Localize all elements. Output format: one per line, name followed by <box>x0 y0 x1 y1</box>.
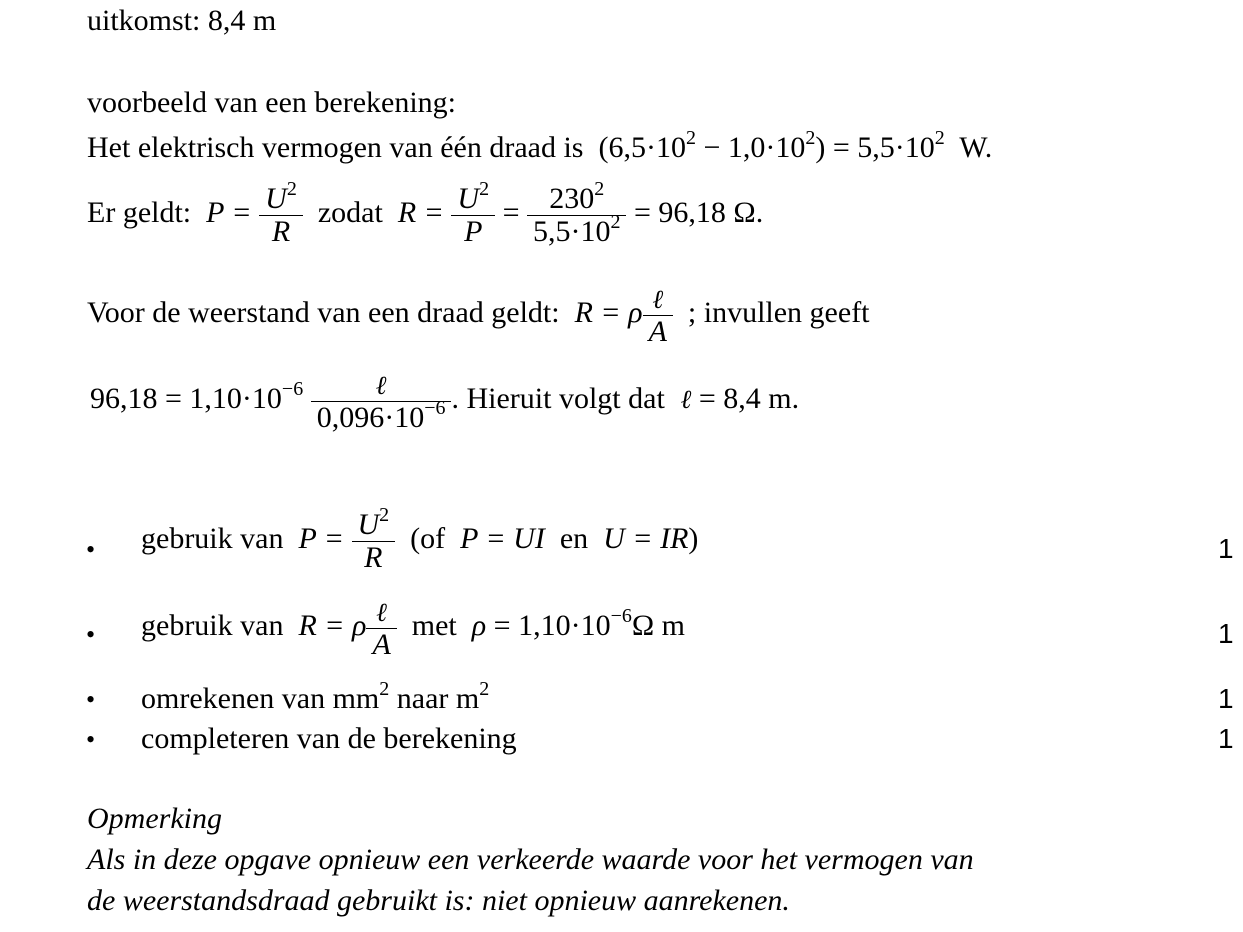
length-suffix: . Hieruit volgt dat <box>451 381 665 415</box>
power-expression: $(6,5\cdot 10^2 - 1,0\cdot 10^2) = 5,5\cdot 10^2$ <box>590 127 945 164</box>
rho-value: = $1,10\cdot 10^{-6}$ <box>493 604 632 642</box>
wire-resistance-suffix: ; invullen geeft <box>687 295 870 329</box>
resistance-formula: R = $\frac{U^2}{P}$ <box>398 196 495 229</box>
criterion-alt-formula-2: U = IR <box>595 521 689 555</box>
length-calculation-line <box>90 369 799 433</box>
bullet-icon: • <box>86 685 96 714</box>
numeric-fraction: $\frac{230^2}{5,5\cdot 10^2}$ <box>527 183 627 247</box>
remark-heading: Opmerking <box>87 802 222 835</box>
resistance-formula-line: Er geldt: P = $\frac{U^2}{R}$ zodat R = $\frac{U^2}{P}$ = $\frac{230^2}{5,5\cdot 10^2}$ = 96,18 Ω. <box>87 178 764 248</box>
criterion-alt-formula-1: P = UI <box>452 521 553 555</box>
remark-line-1: Als in deze opgave opnieuw een verkeerde waarde voor het vermogen van <box>87 843 974 876</box>
wire-resistance-line <box>87 283 870 347</box>
formula-prefix: Er geldt: <box>87 195 192 229</box>
formula-connector: zodat <box>317 195 383 229</box>
wire-resistance-prefix: Voor de weerstand van een draad geldt: <box>87 295 560 329</box>
criterion-alt-close: ) <box>688 521 699 555</box>
remark-line-2: de weerstandsdraad gebruikt is: niet opnieuw aanrekenen. <box>87 884 790 917</box>
rho-symbol: ρ <box>471 608 487 642</box>
criterion-label: gebruik van <box>141 521 284 555</box>
criterion-complete: completeren van de berekening <box>141 722 517 755</box>
criterion-resistivity <box>141 596 685 660</box>
criterion-label: gebruik van <box>141 608 284 642</box>
length-lhs: $96,18 = 1,10\cdot 10^{-6}$ <box>90 377 304 415</box>
bullet-icon: • <box>86 725 96 754</box>
criterion-alt-open: (of <box>410 521 446 555</box>
length-fraction: $\frac{\text{ℓ}}{0,096\cdot 10^{-6}}$ <box>311 369 452 433</box>
score: 1 <box>1218 683 1234 714</box>
resistance-result: = 96,18 Ω. <box>633 195 764 229</box>
criterion-with: met <box>411 608 457 642</box>
criterion-power-formula <box>141 504 699 574</box>
criterion-alt-and: en <box>559 521 589 555</box>
power-formula: P = $\frac{U^2}{R}$ <box>199 196 303 229</box>
criterion-formula: R = ρ $\frac{\text{ℓ}}{A}$ <box>291 609 397 642</box>
answer-line: uitkomst: 8,4 m <box>87 4 277 37</box>
example-heading: voorbeeld van een berekening: <box>87 86 457 119</box>
power-unit: W. <box>959 131 993 164</box>
score: 1 <box>1218 723 1234 754</box>
score: 1 <box>1218 618 1234 649</box>
length-result: = 8,4 m. <box>698 381 800 415</box>
resistivity-formula: R = ρ $\frac{\text{ℓ}}{A}$ <box>567 296 673 329</box>
criterion-unit-conversion: omrekenen van $mm^2$ naar $m^2$ <box>141 678 490 715</box>
power-line-prefix: Het elektrisch vermogen van één draad is <box>87 131 584 164</box>
score: 1 <box>1218 533 1234 564</box>
criterion-formula: P = $\frac{U^2}{R}$ <box>291 522 395 555</box>
bullet-icon: • <box>86 535 96 564</box>
power-per-wire-line <box>87 127 993 164</box>
rho-unit: Ω m <box>631 608 686 642</box>
length-symbol: ℓ <box>672 384 692 415</box>
bullet-icon: • <box>86 620 96 649</box>
